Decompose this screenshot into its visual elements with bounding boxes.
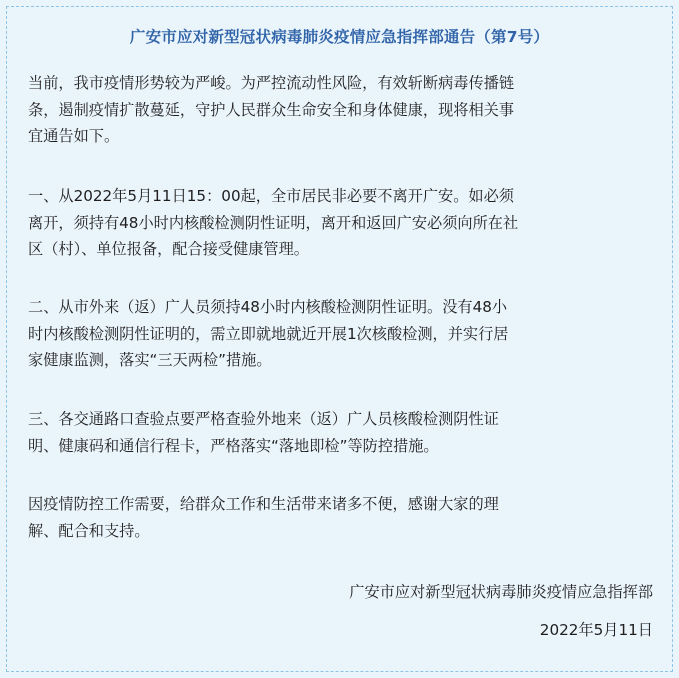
- intro-paragraph: 当前，我市疫情形势较为严峻。为严控流动性风险，有效斩断病毒传播链 条，遏制疫情扩散蔓延，守护人民群众生命安全和身体健康，现将相关事 宜通告如下。: [28, 74, 514, 145]
- item-2-paragraph: 二、从市外来（返）广人员须持48小时内核酸检测阴性证明。没有48小 时内核酸检测阴性证明的，需立即就地就近开展1次核酸检测，并实行居 家健康监测，落实“三天两检”措施。: [28, 298, 509, 369]
- item-3-paragraph: 三、各交通路口查验点要严格查验外地来（返）广人员核酸检测阴性证 明、健康码和通信行程卡，严格落实“落地即检”等防控措施。: [28, 410, 499, 455]
- item-1-paragraph: 一、从2022年5月11日15：00起，全市居民非必要不离开广安。如必须 离开，须持有48小时内核酸检测阴性证明，离开和返回广安必须向所在社 区（村）、单位报备，配合接受健康管理。: [28, 187, 519, 258]
- closing-paragraph: 因疫情防控工作需要，给群众工作和生活带来诸多不便，感谢大家的理 解、配合和支持。: [28, 495, 499, 540]
- issuer-signature: 广安市应对新型冠状病毒肺炎疫情应急指挥部: [349, 583, 653, 601]
- notice-date: 2022年5月11日: [539, 621, 653, 639]
- notice-title: 广安市应对新型冠状病毒肺炎疫情应急指挥部通告（第7号）: [129, 28, 550, 46]
